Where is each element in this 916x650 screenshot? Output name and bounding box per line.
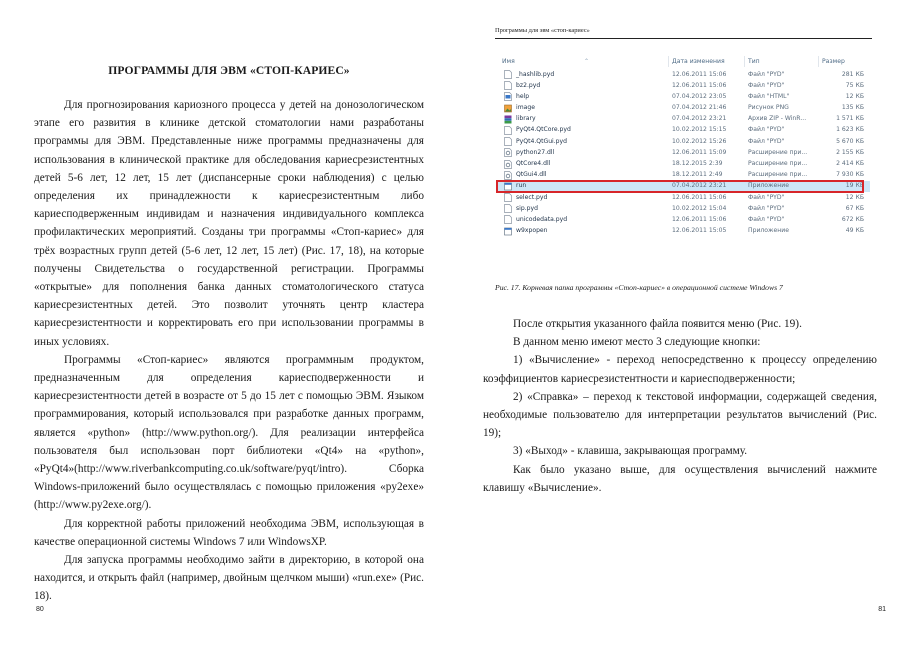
image-icon [504,104,512,113]
file-name: select.pyd [516,193,548,201]
file-date: 18.12.2015 2:39 [672,160,723,167]
file-type: Архив ZIP - WinR... [748,115,807,123]
file-name: QtGui4.dll [516,171,547,179]
file-icon [504,215,512,224]
dll-icon [504,171,512,180]
column-divider [744,56,745,67]
page-number: 80 [36,606,44,613]
file-date: 12.06.2011 15:06 [672,70,727,78]
file-row-bz2-pyd[interactable] [496,80,870,91]
file-row-image[interactable] [496,103,870,114]
column-type-header[interactable]: Тип [748,58,760,65]
file-size: 1 571 КБ [836,115,864,123]
paragraph: 2) «Справка» – переход к текстовой информации, содержащей сведения, необходимые пользователю для интерпретации результатов вычислений (Рис. 19); [483,390,877,440]
file-date: 10.02.2012 15:04 [672,204,727,212]
file-name: PyQt4.QtGui.pyd [516,137,568,145]
file-name: _hashlib.pyd [516,70,555,78]
file-name: PyQt4.QtCore.pyd [516,126,571,134]
file-size: 12 КБ [845,193,864,201]
chapter-heading: ПРОГРАММЫ ДЛЯ ЭВМ «СТОП-КАРИЕС» [108,64,350,77]
paragraph: Для корректной работы приложений необходима ЭВМ, использующая в качестве операционной системы Windows 7 или WindowsXP. [34,517,424,548]
file-row-pyqt4-qtgui-pyd[interactable] [496,136,870,147]
file-explorer-screenshot [496,55,870,277]
file-date: 07.04.2012 23:21 [672,115,727,123]
running-head: Программы для эвм «стоп-кариес» [495,27,872,39]
paragraph: Для прогнозирования кариозного процесса у детей на донозологическом этапе его развития в клинике детской стоматологии нами разработаны программы для ЭВМ. Представленные ниже программы предназначены для использования в клинической практике для обследования кариесрезистентных детей 5-6 лет, 12 лет, 15 лет (диспансерные сроки наблюдения) с целью определения их принадлежности к кариесрезистентным либо кариесподверженным индивидам и назначения индивидуального комплекса профилактических мероприятий. Созданы три программы «Стоп-кариес» для трёх возрастных групп детей (5-6 лет, 12 лет, 15 лет) (Рис. 17, 18), на которые получены Свидетельства о государственной регистрации. Программы «открытые» для пополнения банка данных стоматологического статуса кариесрезистентных детей. Это позволит уточнять центр кластера кариесрезистентности и корректировать его при использовании программы в иных условиях. [34,99,424,348]
left-body-text [34,96,424,606]
column-header-row [496,55,870,68]
html-icon [504,92,512,101]
file-size: 1 623 КБ [836,126,864,134]
file-name: sip.pyd [516,204,539,212]
file-name: bz2.pyd [516,81,541,89]
paragraph: 1) «Вычисление» - переход непосредственно к процессу определению коэффициентов кариесрезистентности и кариесподверженности; [483,354,877,385]
file-type: Приложение [748,227,789,235]
file-list [496,69,870,237]
file-name: python27.dll [516,148,555,156]
file-date: 12.06.2011 15:05 [672,227,727,235]
file-type: Файл "HTML" [748,92,790,100]
file-type: Файл "PYD" [748,204,785,212]
file-size: 281 КБ [841,70,864,78]
file-date: 10.02.2012 15:15 [672,126,727,134]
file-row-python27-dll[interactable] [496,147,870,158]
file-date: 07.04.2012 21:46 [672,104,727,112]
sort-caret-icon: ⌃ [584,58,590,65]
file-type: Файл "PYD" [748,193,785,201]
file-size: 135 КБ [841,104,864,112]
column-name-header[interactable]: Имя [502,58,515,65]
file-icon [504,81,512,90]
paragraph: После открытия указанного файла появится меню (Рис. 19). [513,318,802,330]
file-date: 12.06.2011 15:09 [672,148,727,156]
archive-icon [504,115,512,124]
file-name: run [516,182,527,190]
figure-caption: Рис. 17. Корневая папка программы «Стоп-кариес» в операционной системе Windows 7 [495,283,783,292]
file-date: 12.06.2011 15:06 [672,193,727,201]
file-size: 12 КБ [845,92,864,100]
right-body-text [483,315,877,497]
file-icon [504,204,512,213]
file-name: QtCore4.dll [516,160,551,167]
file-icon [504,137,512,146]
column-divider [818,56,819,67]
file-name: library [516,115,536,123]
file-icon [504,70,512,79]
file-type: Файл "PYD" [748,70,785,78]
file-size: 2 155 КБ [836,148,864,156]
file-type: Файл "PYD" [748,137,785,145]
file-type: Файл "PYD" [748,215,785,223]
file-row-unicodedata-pyd[interactable] [496,214,870,225]
paragraph: 3) «Выход» - клавиша, закрывающая программу. [513,445,748,458]
file-type: Файл "PYD" [748,81,785,89]
file-date: 12.06.2011 15:06 [672,215,727,223]
file-row-help[interactable] [496,91,870,102]
file-name: unicodedata.pyd [516,215,568,223]
file-size: 672 КБ [841,215,864,223]
file-date: 07.04.2012 23:05 [672,92,727,100]
file-row-hashlib-pyd[interactable] [496,69,870,80]
file-type: Расширение при... [748,171,808,179]
file-size: 19 КБ [845,182,864,190]
file-row-qtcore4-dll[interactable] [496,159,870,170]
file-date: 12.06.2011 15:06 [672,81,727,89]
file-type: Файл "PYD" [748,126,785,134]
file-type: Расширение при... [748,160,808,167]
file-row-library[interactable] [496,114,870,125]
right-page [458,0,916,650]
file-size: 75 КБ [845,81,864,89]
dll-icon [504,160,512,169]
paragraph: Как было указано выше, для осуществления вычислений нажмите клавишу «Вычисление». [483,463,877,494]
file-size: 5 670 КБ [836,137,864,145]
file-name: help [516,92,530,100]
file-size: 67 КБ [845,204,864,212]
column-divider [668,56,669,67]
paragraph: Для запуска программы необходимо зайти в директорию, в которой она находится, и открыть файл (например, двойным щелчком мыши) «run.exe» (Рис. 18). [34,554,424,603]
file-date: 18.12.2011 2:49 [672,171,723,179]
file-name: image [516,104,535,112]
paragraph: Программы «Стоп-кариес» являются программным продуктом, предназначенным для определения кариесподверженности и кариесрезистентности детей в возрасте от 5 до 15 лет с помощью ЭВМ. Языком программирования, который использовался при разработке данных программ, является «python» (http://www.python.org/). Для реализации интерфейса пользователя был использован порт библиотеки «Qt4» на «python», «PyQt4»(http://www.riverbankcomputing.co.uk/software/pyqt/intro). Сборка Windows-приложений было осуществлялась с помощью приложения «py2exe» (http://www.py2exe.org/). [34,353,424,512]
column-date-header[interactable]: Дата изменения [672,58,725,65]
file-size: 49 КБ [845,227,864,235]
file-size: 2 414 КБ [836,160,864,167]
file-type: Рисунок PNG [748,104,789,112]
file-type: Расширение при... [748,148,808,156]
file-row-pyqt4-qtcore-pyd[interactable] [496,125,870,136]
app-icon [504,227,512,236]
file-date: 10.02.2012 15:26 [672,137,727,145]
file-type: Приложение [748,182,789,190]
file-date: 07.04.2012 23:21 [672,182,727,190]
paragraph: В данном меню имеют место 3 следующие кнопки: [513,336,761,349]
file-size: 7 930 КБ [836,171,864,179]
file-row-w9xpopen[interactable] [496,226,870,237]
file-name: w9xpopen [516,227,548,235]
page-number: 81 [878,606,886,613]
highlight-box [496,180,864,193]
dll-icon [504,148,512,157]
file-icon [504,193,512,202]
file-icon [504,126,512,135]
column-size-header[interactable]: Размер [822,58,845,65]
file-row-select-pyd[interactable] [496,192,870,203]
file-row-sip-pyd[interactable] [496,203,870,214]
